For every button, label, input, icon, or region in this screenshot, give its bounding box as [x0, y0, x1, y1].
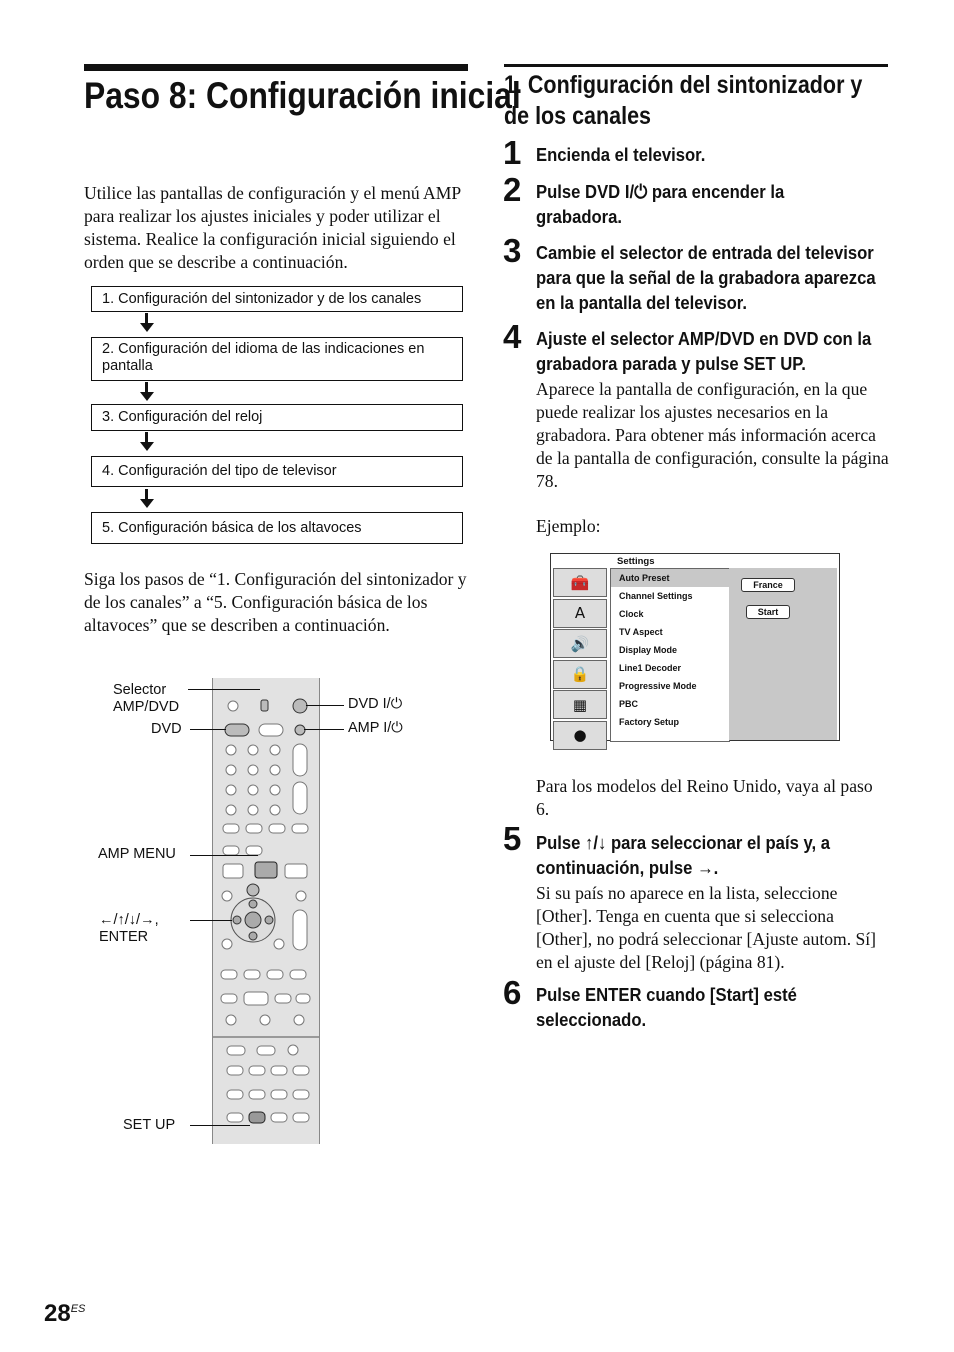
leader-line — [190, 729, 226, 730]
flow-step-5: 5. Configuración básica de los altavoces — [91, 512, 463, 544]
step-number: 1 — [503, 134, 522, 171]
flow-arrow-icon — [139, 382, 155, 402]
menu-item-pbc: PBC — [619, 699, 639, 709]
step-number: 6 — [503, 974, 522, 1011]
settings-screen — [550, 553, 840, 744]
label-amp-menu: AMP MENU — [98, 846, 176, 862]
step-number: 4 — [503, 318, 522, 355]
step-4-body: Aparece la pantalla de configuración, en la que puede realizar los ajustes necesarios en la grabadora. Para obtener más información acerca de la pantalla de configuración, consulte la página 78. — [536, 379, 889, 491]
toolbox-icon: 🧰 — [553, 568, 607, 597]
country-value: France — [741, 578, 795, 592]
section-rule — [504, 64, 888, 67]
follow-paragraph: Siga los pasos de “1. Configuración del sintonizador y de los canales” a “5. Configuración básica de los altavoces” que se describen a continuación. — [84, 569, 467, 635]
leader-line — [188, 689, 260, 690]
start-button: Start — [746, 605, 790, 619]
flow-arrow-icon — [139, 313, 155, 333]
menu-item-channel-settings: Channel Settings — [619, 591, 693, 601]
menu-item-clock: Clock — [619, 609, 644, 619]
label-amp-power: AMP I/⏻ — [348, 720, 403, 736]
step-number: 2 — [503, 171, 522, 208]
menu-item-display-mode: Display Mode — [619, 645, 678, 655]
film-icon: ▦ — [553, 690, 607, 719]
settings-value-panel — [729, 568, 837, 740]
step-number: 3 — [503, 232, 522, 269]
label-dvd-power: DVD I/⏻ — [348, 696, 403, 712]
step-text: Ajuste el selector AMP/DVD en DVD con la grabadora parada y pulse SET UP. — [536, 328, 872, 374]
uk-note: Para los modelos del Reino Unido, vaya al paso 6. — [536, 776, 873, 819]
example-label: Ejemplo: — [536, 516, 601, 536]
label-enter: ENTER — [99, 929, 149, 945]
step-text: Pulse ENTER cuando [Start] esté seleccionado. — [536, 984, 797, 1030]
step-text: Pulse ↑/↓ para seleccionar el país y, a continuación, pulse →. — [536, 832, 831, 878]
step-number: 5 — [503, 820, 522, 857]
flow-step-2: 2. Configuración del idioma de las indicaciones en pantalla — [91, 337, 463, 381]
leader-line — [190, 920, 232, 921]
menu-item-line1-decoder: Line1 Decoder — [619, 663, 682, 673]
speaker-icon: 🔊 — [553, 629, 607, 658]
title-rule — [84, 64, 468, 71]
label-arrows: ←/↑/↓/→, — [99, 912, 159, 928]
step-text: Pulse DVD I/⏻ para encender la grabadora. — [536, 181, 785, 227]
flow-step-1: 1. Configuración del sintonizador y de los canales — [91, 286, 463, 312]
label-setup: SET UP — [123, 1117, 176, 1133]
flow-step-3: 3. Configuración del reloj — [91, 404, 463, 431]
step-text: Cambie el selector de entrada del televisor para que la señal de la grabadora aparezca en la pantalla del televisor. — [536, 242, 876, 313]
step-5-body: Si su país no aparece en la lista, seleccione [Other]. Tenga en cuenta que si selecciona [Other], no podrá seleccionar [Ajuste autom. Sí] en el ajuste del [Reloj] (página 81). — [536, 883, 877, 972]
menu-item-factory-setup: Factory Setup — [619, 717, 680, 727]
flow-step-4: 4. Configuración del tipo de televisor — [91, 456, 463, 487]
menu-item-progressive-mode: Progressive Mode — [619, 681, 697, 691]
page-title: Paso 8: Configuración inicial — [84, 75, 521, 116]
leader-line — [304, 729, 344, 730]
settings-menu — [610, 568, 730, 742]
flow-arrow-icon — [139, 432, 155, 452]
intro-paragraph: Utilice las pantallas de configuración y el menú AMP para realizar los ajustes iniciales y poder utilizar el sistema. Realice la configuración inicial siguiendo el orden que se describe a continuación. — [84, 183, 461, 272]
leader-line — [306, 705, 344, 706]
leader-line — [190, 855, 258, 856]
leader-line — [190, 1125, 250, 1126]
settings-header: Settings — [617, 556, 655, 567]
remote-buttons-drawing — [213, 678, 319, 1144]
label-dvd: DVD — [151, 721, 182, 737]
language-icon: A — [553, 599, 607, 628]
lock-icon: 🔒 — [553, 660, 607, 689]
step-text: Encienda el televisor. — [536, 144, 706, 165]
remote-control-illustration — [212, 678, 320, 1144]
section-title: 1. Configuración del sintonizador y de los canales — [504, 71, 863, 130]
page-number: $28^{ES}$ — [44, 1300, 86, 1327]
flow-arrow-icon — [139, 489, 155, 509]
label-selector-amp-dvd: Selector AMP/DVD — [113, 682, 180, 715]
disc-icon: ● — [553, 721, 607, 750]
menu-item-tv-aspect: TV Aspect — [619, 627, 663, 637]
menu-item-auto-preset: Auto Preset — [611, 569, 729, 587]
settings-icon-column — [553, 568, 607, 744]
